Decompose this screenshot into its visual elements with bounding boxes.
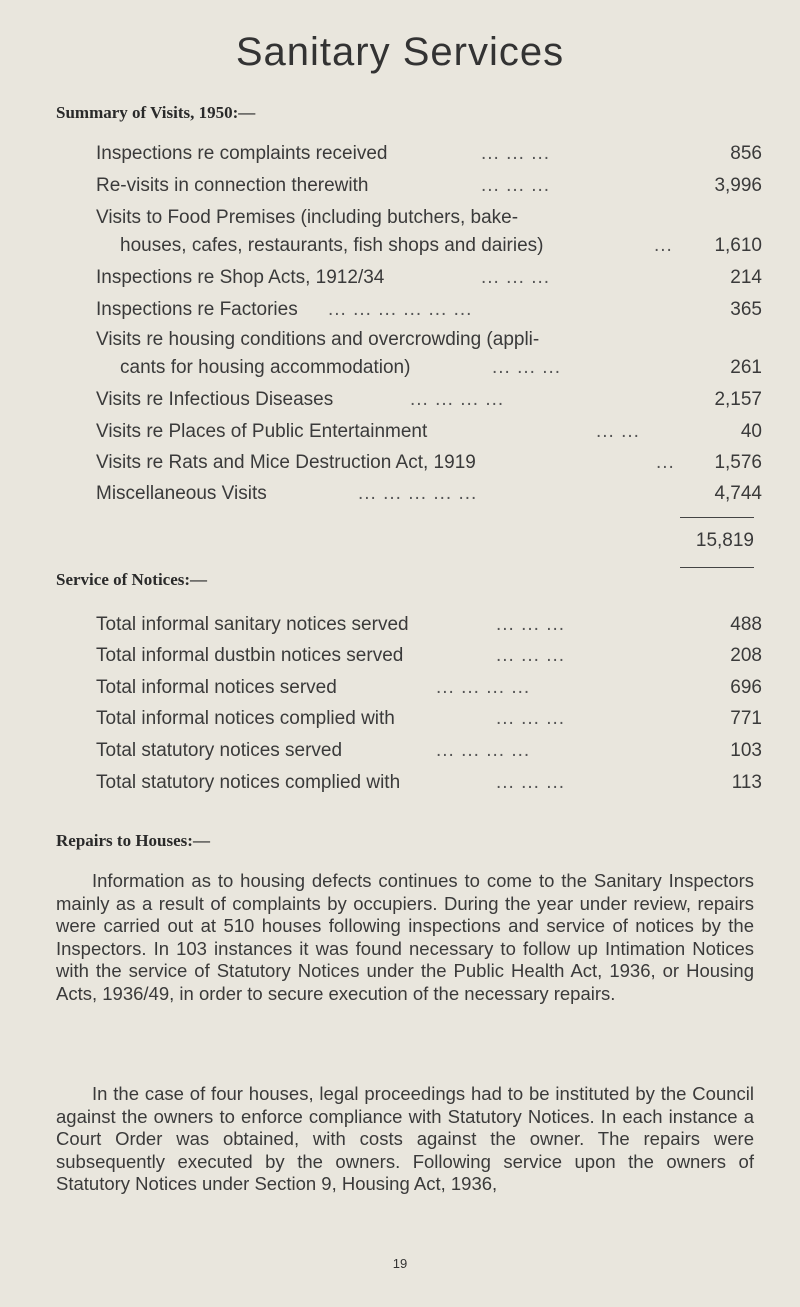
- leader-dots: ... ... ... ...: [436, 677, 531, 698]
- notices-heading: Service of Notices:—: [56, 570, 208, 589]
- row-value: 214: [730, 267, 762, 288]
- row-value: 113: [731, 772, 762, 793]
- leader-dots: ... ... ...: [496, 645, 566, 666]
- row-label: Inspections re Shop Acts, 1912/34: [96, 267, 385, 288]
- row-label-continued: houses, cafes, restaurants, fish shops and dairies): [120, 235, 544, 256]
- leader-dots: ... ... ...: [496, 614, 566, 635]
- leader-dots: ...: [654, 235, 673, 256]
- row-label: Visits re Rats and Mice Destruction Act, 1919: [96, 452, 476, 473]
- total-rule-bottom: [680, 567, 754, 568]
- row-label: Re-visits in connection therewith: [96, 175, 369, 196]
- row-label: Inspections re complaints received: [96, 143, 388, 164]
- row-value: 103: [730, 740, 762, 761]
- leader-dots: ... ... ...: [496, 772, 566, 793]
- row-value: 856: [730, 143, 762, 164]
- leader-dots: ... ... ...: [481, 143, 551, 164]
- leader-dots: ... ... ...: [492, 357, 562, 378]
- page-number: 19: [392, 1256, 408, 1271]
- row-value: 40: [740, 421, 762, 442]
- row-value: 1,576: [714, 452, 762, 473]
- row-label: Miscellaneous Visits: [96, 483, 267, 504]
- leader-dots: ... ... ...: [481, 175, 551, 196]
- leader-dots: ... ... ...: [481, 267, 551, 288]
- summary-heading: Summary of Visits, 1950:—: [56, 103, 256, 122]
- row-label: Total informal notices complied with: [96, 708, 395, 729]
- row-label: Visits re housing conditions and overcrowding (appli-: [96, 329, 540, 350]
- row-value: 208: [730, 645, 762, 666]
- leader-dots: ... ...: [596, 421, 640, 442]
- row-label: Visits re Places of Public Entertainment: [96, 421, 428, 442]
- row-value: 4,744: [714, 483, 762, 504]
- leader-dots: ... ... ... ... ...: [358, 483, 478, 504]
- row-label: Total informal dustbin notices served: [96, 645, 404, 666]
- page-title: Sanitary Services: [235, 30, 565, 74]
- row-value: 261: [730, 357, 762, 378]
- leader-dots: ... ... ... ...: [436, 740, 531, 761]
- row-label: Total statutory notices complied with: [96, 772, 401, 793]
- row-value: 2,157: [714, 389, 762, 410]
- leader-dots: ...: [656, 452, 675, 473]
- row-label: Inspections re Factories: [96, 299, 298, 320]
- row-value: 3,996: [714, 175, 762, 196]
- row-value: 771: [730, 708, 762, 729]
- leader-dots: ... ... ... ...: [410, 389, 505, 410]
- row-label: Total informal sanitary notices served: [96, 614, 409, 635]
- summary-total: 15,819: [695, 530, 754, 551]
- repairs-heading: Repairs to Houses:—: [56, 831, 210, 850]
- row-value: 696: [730, 677, 762, 698]
- row-label: Total statutory notices served: [96, 740, 343, 761]
- row-label: Total informal notices served: [96, 677, 337, 698]
- leader-dots: ... ... ... ... ... ...: [328, 299, 473, 320]
- row-label: Visits re Infectious Diseases: [96, 389, 334, 410]
- repairs-paragraph: Information as to housing defects continues to come to the Sanitary Inspectors mainly as a result of complaints by occupiers. During the year under review, repairs were carried out at 510 houses following inspections and service of notices by the Inspectors. In 103 instances it was found necessary to follow up Intimation Notices with the service of Statutory Notices under the Public Health Act, 1936, or Housing Acts, 1936/49, in order to secure execution of the necessary repairs.: [56, 870, 754, 1004]
- row-value: 365: [730, 299, 762, 320]
- total-rule-top: [680, 517, 754, 518]
- row-value: 1,610: [714, 235, 762, 256]
- row-label-continued: cants for housing accommodation): [120, 357, 411, 378]
- row-value: 488: [730, 614, 762, 635]
- repairs-paragraph: In the case of four houses, legal proceedings had to be instituted by the Council against the owners to enforce compliance with Statutory Notices. In each instance a Court Order was obtained, with costs against the owner. The repairs were subsequently executed by the owners. Following service upon the owners of Statutory Notices under Section 9, Housing Act, 1936,: [56, 1083, 754, 1195]
- row-label: Visits to Food Premises (including butchers, bake-: [96, 207, 519, 228]
- leader-dots: ... ... ...: [496, 708, 566, 729]
